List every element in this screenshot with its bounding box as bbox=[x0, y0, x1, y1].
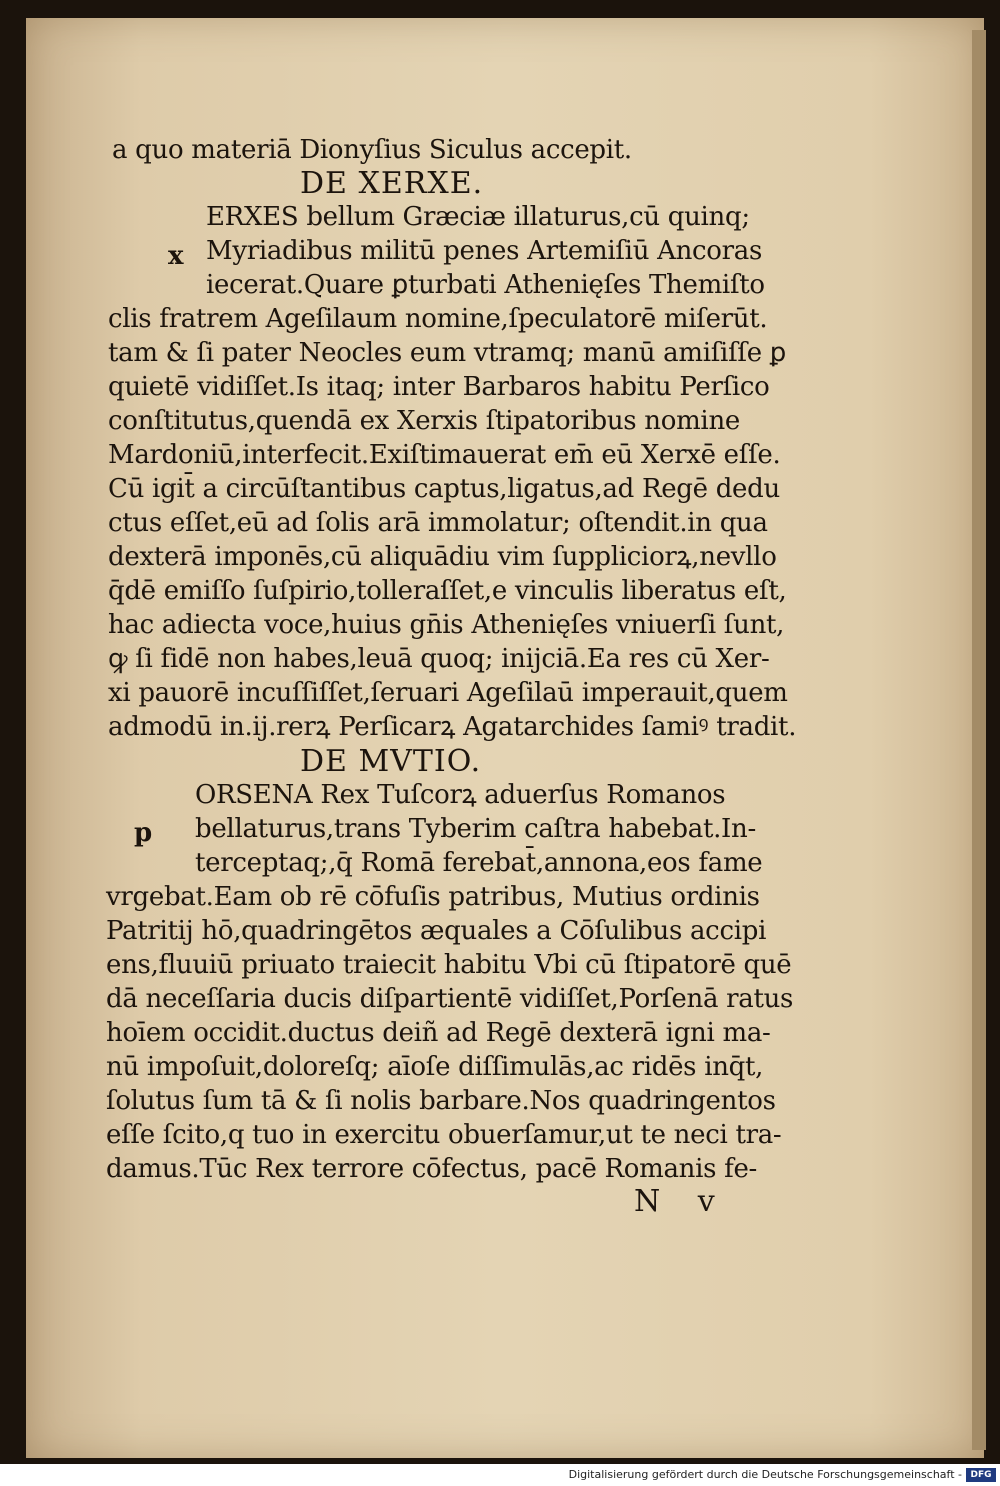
text-line: iecerat.Quare ꝑturbati Athenięſes Themiſto bbox=[206, 270, 765, 300]
text-line: dā neceſſaria ducis diſpartientē vidiſſet,Porſenā ratus bbox=[106, 984, 794, 1014]
funding-credit: Digitalisierung gefördert durch die Deutsche Forschungsgemeinschaft - bbox=[568, 1468, 962, 1481]
initial-placeholder: p bbox=[134, 818, 153, 848]
text-line: ſolutus ſum tā & ſi nolis barbare.Nos quadringentos bbox=[106, 1086, 776, 1116]
text-line: hac adiecta voce,huius gn̄is Athenięſes vniuerſi ſunt, bbox=[108, 610, 785, 640]
text-line: a quo materiā Dionyſius Siculus accepit. bbox=[112, 135, 632, 165]
text-line: Patritij hō,quadringētos æquales a Cōſulibus accipi bbox=[106, 916, 767, 946]
text-line: Cū igit̄ a circūſtantibus captus,ligatus,ad Regē dedu bbox=[108, 474, 780, 504]
text-line: tam & ſi pater Neocles eum vtramq; manū amiſiſſe ꝑ bbox=[108, 338, 786, 368]
text-line: ens,fluuiū priuato traiecit habitu Vbi cū ſtipatorē quē bbox=[106, 950, 792, 980]
text-line: hoīem occidit.ductus deiñ ad Regē dexterā igni ma- bbox=[106, 1018, 771, 1048]
section-heading-mutio: DE MVTIO. bbox=[300, 744, 482, 779]
text-line: nū impoſuit,doloreſq; aīoſe diſſimulās,ac ridēs inq̄t, bbox=[106, 1052, 764, 1082]
text-line: terceptaq;,q̄ Romā ferebat̄,annona,eos fame bbox=[195, 848, 763, 878]
section-heading-xerxes: DE XERXE. bbox=[300, 166, 484, 201]
text-line: Mardoniū,interfecit.Exiſtimauerat em̄ eū Xerxē eſſe. bbox=[108, 440, 781, 470]
text-line: xi pauorē incuſſiſſet,ſeruari Ageſilaū imperauit,quem bbox=[108, 678, 788, 708]
text-line: Myriadibus militū penes Artemiſiū Ancoras bbox=[206, 236, 763, 266]
text-line: quietē vidiſſet.Is itaq; inter Barbaros habitu Perſico bbox=[108, 372, 770, 402]
footer-bar bbox=[0, 1464, 1000, 1486]
text-line: ꝙ ſi fidē non habes,leuā quoq; inijciā.Ea res cū Xer- bbox=[108, 644, 770, 674]
text-line: conſtitutus,quendā ex Xerxis ſtipatoribus nomine bbox=[108, 406, 740, 436]
text-line: eſſe ſcito,q tuo in exercitu obuerſamur,ut te neci tra- bbox=[106, 1120, 782, 1150]
text-line: admodū in.ij.rerꝝ Perſicarꝝ Agatarchides ſamiꝰ tradit. bbox=[108, 712, 797, 742]
signature-mark: N v bbox=[634, 1184, 729, 1219]
initial-placeholder: x bbox=[168, 241, 184, 271]
text-line: bellaturus,trans Tyberim caſtra habebat.In- bbox=[195, 814, 756, 844]
text-line: damus.Tūc Rex terrore cōfectus, pacē Romanis fe- bbox=[106, 1154, 758, 1184]
text-line: q̄dē emiſſo ſuſpirio,tolleraſſet,e vinculis liberatus eſt, bbox=[108, 576, 787, 606]
dfg-logo: DFG bbox=[966, 1468, 996, 1482]
text-line: ctus eſſet,eū ad ſolis arā immolatur; oſtendit.in qua bbox=[108, 508, 768, 538]
text-line: ORSENA Rex Tuſcorꝝ aduerſus Romanos bbox=[195, 780, 726, 810]
text-line: clis fratrem Ageſilaum nomine,ſpeculatorē miſerūt. bbox=[108, 304, 768, 334]
text-line: ERXES bellum Græciæ illaturus,cū quinq; bbox=[206, 202, 750, 232]
text-line: dexterā imponēs,cū aliquādiu vim ſuppliciorꝝ,nevllo bbox=[108, 542, 777, 572]
text-line: vrgebat.Eam ob rē cōfuſis patribus, Mutius ordinis bbox=[106, 882, 760, 912]
